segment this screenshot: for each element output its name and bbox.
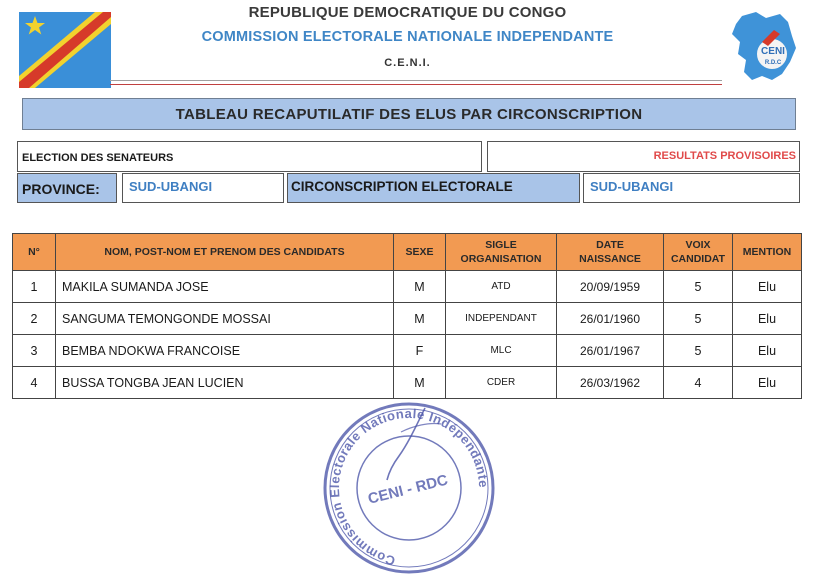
cell-num: 3 <box>13 335 56 367</box>
header-num: N° <box>13 234 56 271</box>
province-value: SUD-UBANGI <box>122 173 284 203</box>
header-name: NOM, POST-NOM ET PRENOM DES CANDIDATS <box>56 234 394 271</box>
drc-flag-icon <box>19 12 111 88</box>
official-stamp <box>313 402 505 586</box>
cell-name: SANGUMA TEMONGONDE MOSSAI <box>56 303 394 335</box>
cell-org: ATD <box>446 271 557 303</box>
cell-sexe: M <box>394 303 446 335</box>
cell-name: MAKILA SUMANDA JOSE <box>56 271 394 303</box>
cell-date: 26/01/1960 <box>557 303 664 335</box>
header-voix <box>664 234 733 271</box>
logo-text: CENI <box>761 46 785 57</box>
cell-voix: 4 <box>664 367 733 399</box>
header-date-line1: DATE <box>596 239 624 251</box>
table-row <box>13 303 802 335</box>
cell-num: 1 <box>13 271 56 303</box>
header-date-line2: NAISSANCE <box>579 253 641 265</box>
cell-mention: Elu <box>733 271 802 303</box>
cell-num: 2 <box>13 303 56 335</box>
header-voix-line2: CANDIDAT <box>670 253 726 265</box>
cell-num: 4 <box>13 367 56 399</box>
header-date <box>557 234 664 271</box>
header-sigle <box>446 234 557 271</box>
province-label: PROVINCE: <box>17 173 117 203</box>
stamp-center-text: CENI - RDC <box>366 471 450 508</box>
cell-name: BUSSA TONGBA JEAN LUCIEN <box>56 367 394 399</box>
cell-date: 20/09/1959 <box>557 271 664 303</box>
cell-date: 26/03/1962 <box>557 367 664 399</box>
cell-org: MLC <box>446 335 557 367</box>
cell-name: BEMBA NDOKWA FRANCOISE <box>56 335 394 367</box>
header-republique: REPUBLIQUE DEMOCRATIQUE DU CONGO <box>248 4 567 21</box>
cell-org: INDEPENDANT <box>446 303 557 335</box>
cell-voix: 5 <box>664 303 733 335</box>
header-divider <box>110 80 722 85</box>
circonscription-label: CIRCONSCRIPTION ELECTORALE <box>287 173 580 203</box>
table-row <box>13 335 802 367</box>
cell-org: CDER <box>446 367 557 399</box>
document-title: TABLEAU RECAPUTILATIF DES ELUS PAR CIRCONSCRIPTION <box>22 98 796 130</box>
cell-voix: 5 <box>664 271 733 303</box>
cell-date: 26/01/1967 <box>557 335 664 367</box>
table-row <box>13 271 802 303</box>
ceni-logo <box>722 10 804 84</box>
header-sigle-line2: ORGANISATION <box>460 253 542 265</box>
header-acronym: C.E.N.I. <box>384 57 431 69</box>
header-voix-line1: VOIX <box>685 239 711 251</box>
cell-mention: Elu <box>733 303 802 335</box>
results-table <box>12 233 802 399</box>
header-mention: MENTION <box>733 234 802 271</box>
logo-subtext: R.D.C <box>764 60 782 66</box>
header-sexe: SEXE <box>394 234 446 271</box>
cell-voix: 5 <box>664 335 733 367</box>
table-row <box>13 367 802 399</box>
table-header-row <box>13 234 802 271</box>
stamp-outer-text: Commission Electorale Nationale Indépendante <box>326 405 492 569</box>
cell-sexe: F <box>394 335 446 367</box>
circonscription-value: SUD-UBANGI <box>583 173 800 203</box>
results-status-badge: RESULTATS PROVISOIRES <box>487 141 800 172</box>
cell-mention: Elu <box>733 335 802 367</box>
cell-sexe: M <box>394 367 446 399</box>
cell-mention: Elu <box>733 367 802 399</box>
election-type: ELECTION DES SENATEURS <box>17 141 482 172</box>
cell-sexe: M <box>394 271 446 303</box>
header-commission: COMMISSION ELECTORALE NATIONALE INDEPENDANTE <box>201 29 614 45</box>
header-sigle-line1: SIGLE <box>485 239 517 251</box>
